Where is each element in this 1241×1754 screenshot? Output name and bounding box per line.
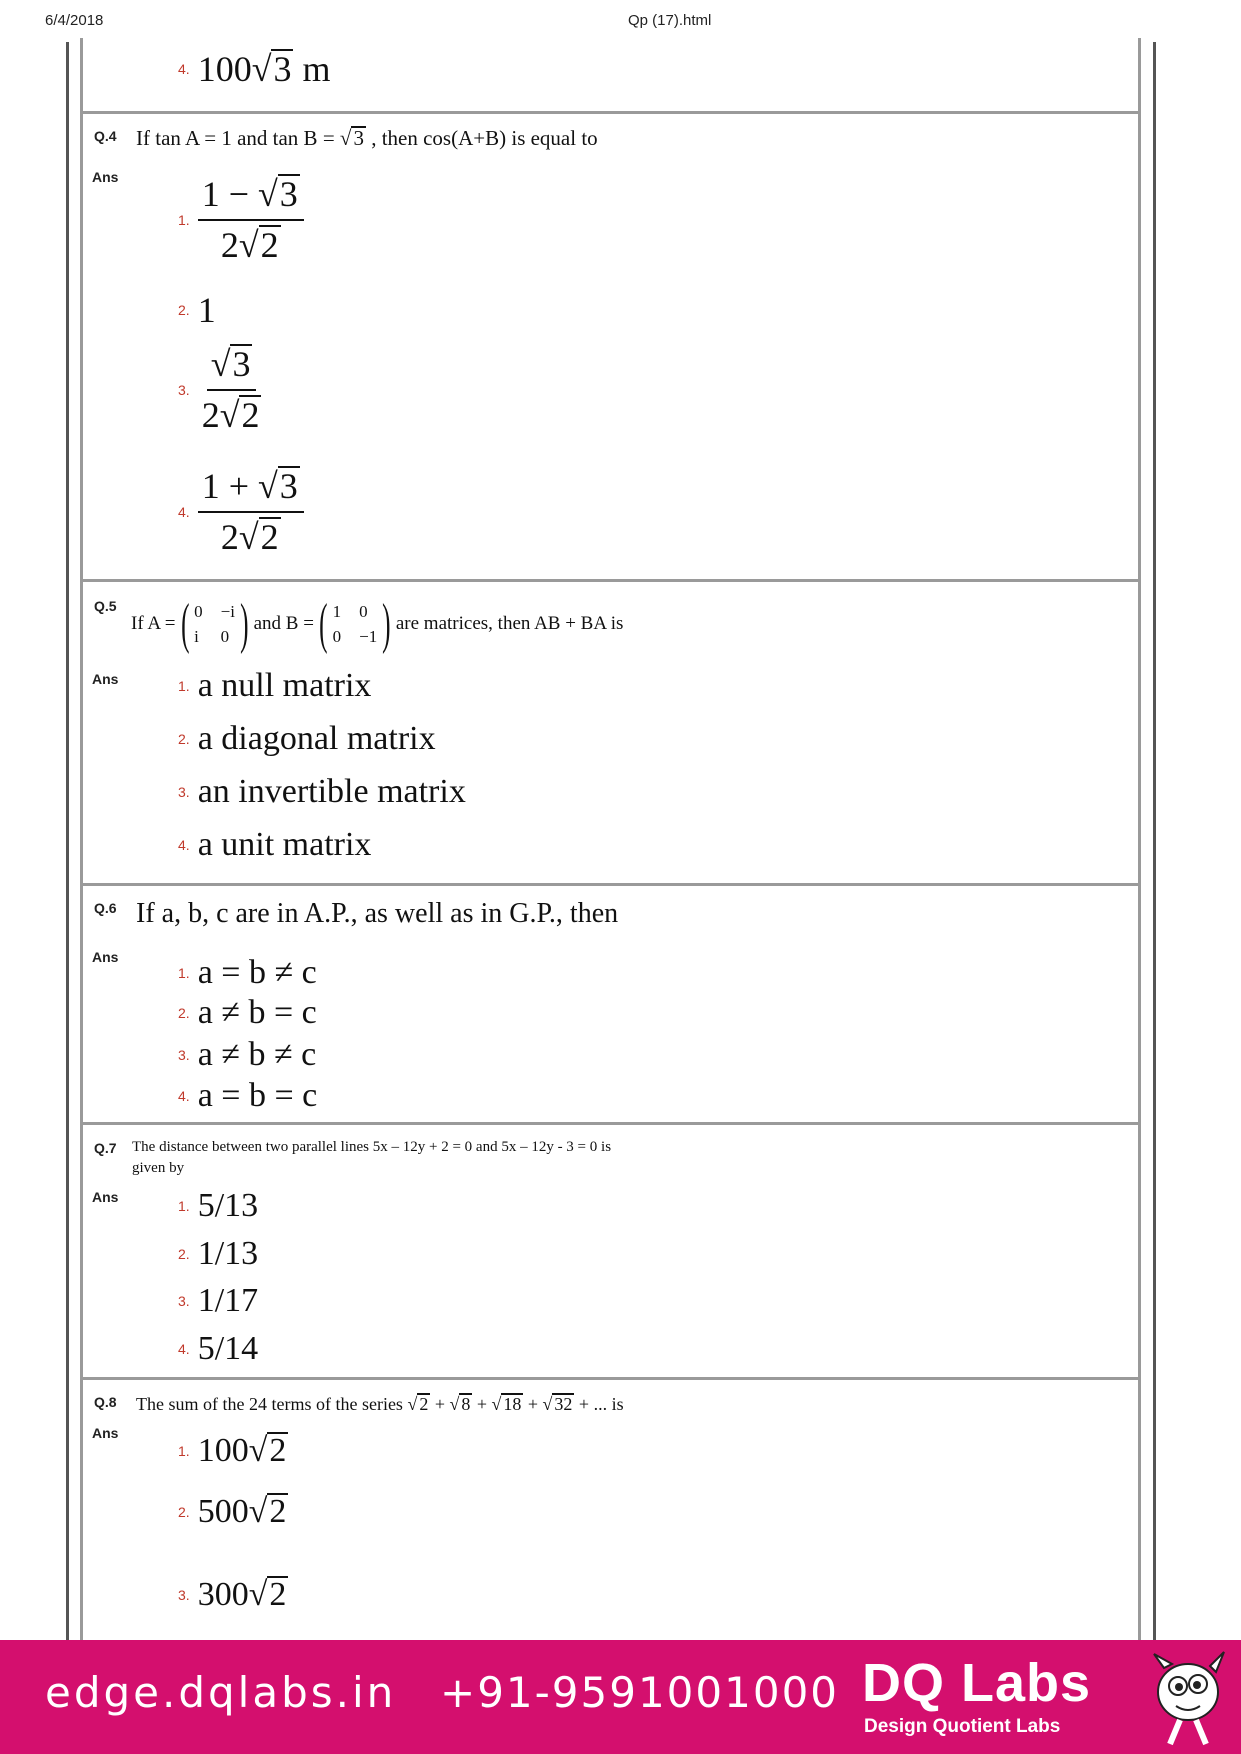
question-4-panel xyxy=(80,111,1141,582)
option-text: 100√2 xyxy=(197,1432,287,1469)
option-3 xyxy=(178,773,466,811)
prev-question-panel xyxy=(80,38,1141,114)
question-text-line-2: given by xyxy=(132,1160,185,1176)
option-text: 1/17 xyxy=(197,1282,259,1319)
option-text: 1 xyxy=(197,290,216,330)
option-number: 4. xyxy=(178,1088,190,1104)
option-text: a ≠ b ≠ c xyxy=(197,1036,317,1073)
question-text: If tan A = 1 and tan B = √3 , then cos(A+B) is equal to xyxy=(136,126,598,150)
option-4 xyxy=(178,826,371,864)
option-number: 2. xyxy=(178,302,190,318)
option-number: 4. xyxy=(178,1341,190,1357)
matrix-a: ( 0 −i i 0 ) xyxy=(180,593,249,655)
option-3 xyxy=(178,1576,288,1614)
option-text: 5/13 xyxy=(197,1187,259,1224)
question-number: Q.4 xyxy=(94,128,117,144)
fraction: $\frac{1 - √3}{2√2}$ xyxy=(198,174,304,267)
option-1 xyxy=(178,667,371,705)
question-6-panel xyxy=(80,883,1141,1125)
option-number: 4. xyxy=(178,504,190,521)
print-date: 6/4/2018 xyxy=(45,12,104,29)
option-number: 1. xyxy=(178,212,190,229)
option-number: 2. xyxy=(178,731,190,747)
option-2 xyxy=(178,720,436,758)
footer-phone: +91-9591001000 xyxy=(440,1668,840,1717)
option-text: 100√3 m xyxy=(197,49,331,89)
document-title: Qp (17).html xyxy=(628,12,712,29)
option-number: 1. xyxy=(178,1198,190,1214)
left-border-line xyxy=(66,42,69,1640)
option-text: a = b = c xyxy=(197,1077,318,1114)
fraction: $\frac{√3}{2√2}$ xyxy=(201,344,260,436)
option-2 xyxy=(178,1235,258,1273)
option-4 xyxy=(178,1077,317,1115)
option-number: 1. xyxy=(178,965,190,981)
option-text: a null matrix xyxy=(197,667,372,704)
question-text-line-1: The distance between two parallel lines 5x – 12y + 2 = 0 and 5x – 12y - 3 = 0 is xyxy=(132,1139,612,1155)
option-number: 1. xyxy=(178,1443,190,1459)
footer-banner xyxy=(0,1640,1241,1754)
option-2 xyxy=(178,289,216,331)
question-number: Q.6 xyxy=(94,900,117,916)
brand-tagline: Design Quotient Labs xyxy=(864,1716,1061,1737)
option-number: 3. xyxy=(178,1047,190,1063)
question-number: Q.7 xyxy=(94,1140,117,1156)
option-1 xyxy=(178,1432,288,1470)
option-text: a = b ≠ c xyxy=(197,954,317,991)
brand-name: DQ Labs xyxy=(862,1653,1092,1713)
question-8-panel xyxy=(80,1377,1141,1657)
question-number: Q.8 xyxy=(94,1394,117,1410)
option-1 xyxy=(178,954,317,992)
option-text: an invertible matrix xyxy=(197,773,466,810)
option-text: 300√2 xyxy=(197,1576,287,1613)
answer-label: Ans xyxy=(92,1189,119,1205)
option-1 xyxy=(178,174,304,267)
answer-label: Ans xyxy=(92,671,119,687)
option-number: 4. xyxy=(178,837,190,853)
question-text: If a, b, c are in A.P., as well as in G.P., then xyxy=(136,898,619,929)
option-number: 4. xyxy=(178,61,190,77)
option-number: 3. xyxy=(178,1587,190,1603)
question-number: Q.5 xyxy=(94,598,117,614)
matrix-b: ( 1 0 0 −1 ) xyxy=(319,593,391,655)
option-1 xyxy=(178,1187,258,1225)
option-4 xyxy=(178,48,330,90)
option-3 xyxy=(178,1036,316,1074)
option-number: 3. xyxy=(178,382,190,399)
option-3 xyxy=(178,1282,258,1320)
option-number: 2. xyxy=(178,1246,190,1262)
option-text: a unit matrix xyxy=(197,826,372,863)
question-text: If A = ( 0 −i i 0 ) and B = ( 1 0 0 −1 ) are matrices, then AB + BA is xyxy=(131,593,624,655)
option-text: 1/13 xyxy=(197,1235,259,1272)
right-border-line xyxy=(1153,42,1156,1640)
question-text: The sum of the 24 terms of the series √ 2 + √ 8 + √ 18 + √ 32 + ... is xyxy=(136,1394,624,1414)
option-number: 3. xyxy=(178,784,190,800)
question-7-panel xyxy=(80,1122,1141,1380)
option-3 xyxy=(178,344,265,437)
footer-website: edge.dqlabs.in xyxy=(45,1668,397,1717)
answer-label: Ans xyxy=(92,949,119,965)
option-4 xyxy=(178,1330,258,1368)
option-number: 1. xyxy=(178,678,190,694)
fraction: $\frac{1 + √3}{2√2}$ xyxy=(198,466,304,559)
option-text: a ≠ b = c xyxy=(197,994,317,1031)
option-number: 2. xyxy=(178,1005,190,1021)
question-5-panel xyxy=(80,579,1141,886)
option-2 xyxy=(178,1493,288,1531)
option-text: 500√2 xyxy=(197,1493,287,1530)
option-text: a diagonal matrix xyxy=(197,720,436,757)
option-4 xyxy=(178,466,304,559)
mascot-logo-icon xyxy=(1140,1648,1236,1746)
option-text: 5/14 xyxy=(197,1330,259,1367)
answer-label: Ans xyxy=(92,169,119,185)
answer-label: Ans xyxy=(92,1425,119,1441)
option-2 xyxy=(178,994,317,1032)
option-number: 2. xyxy=(178,1504,190,1520)
option-number: 3. xyxy=(178,1293,190,1309)
